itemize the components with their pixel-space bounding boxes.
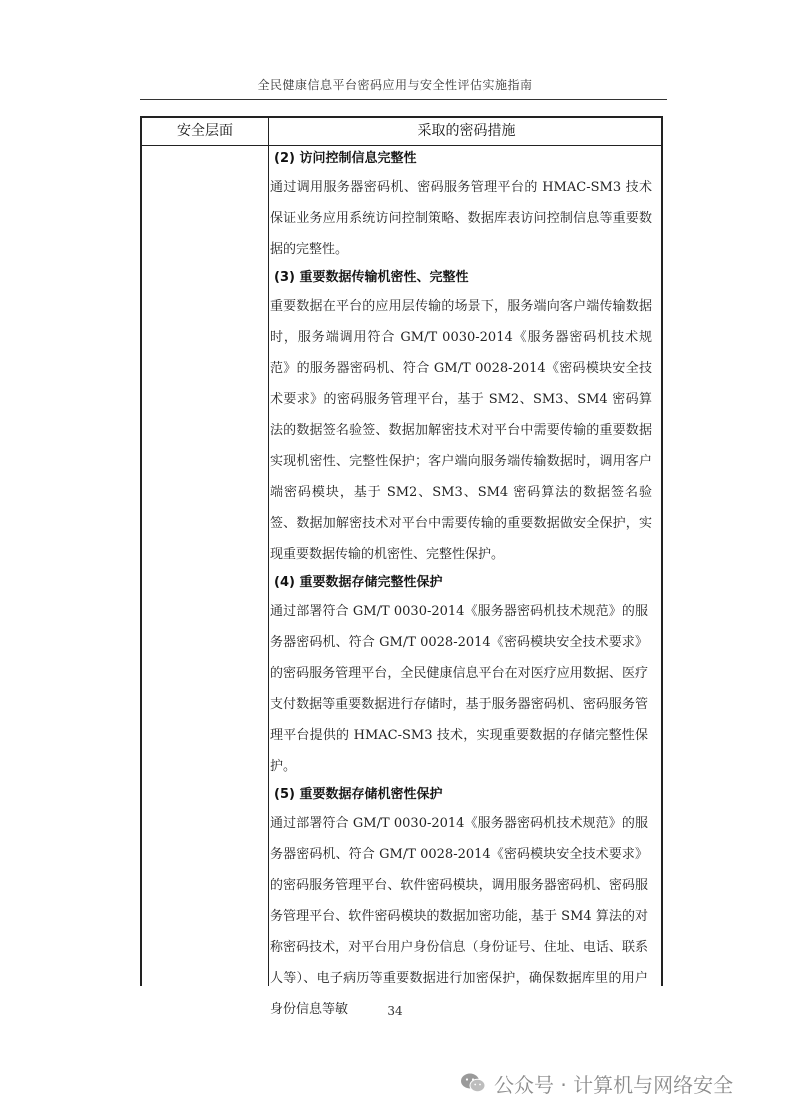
section-body: 通过部署符合 GM/T 0030-2014《服务器密码机技术规范》的服务器密码机、符合 GM/T 0028-2014《密码模块安全技术要求》的密码服务管理平台、软件密码模块，调用服务器密码机、密码服务管理平台、软件密码模块的数据加密功能，基于 SM4 算法的对称密码技术，对平台用户身份信息（身份证号、住址、电话、联系人等）、电子病历等重要数据进行加密保护，确保数据库里的用户身份信息等敏 (270, 816, 648, 1017)
section-storage-integrity (270, 570, 658, 782)
section-transmission-confidentiality-integrity (270, 265, 658, 570)
section-body: 通过部署符合 GM/T 0030-2014《服务器密码机技术规范》的服务器密码机、符合 GM/T 0028-2014《密码模块安全技术要求》的密码服务管理平台，全民健康信息平台在对医疗应用数据、医疗支付数据等重要数据进行存储时，基于服务器密码机、密码服务管理平台提供的 HMAC-SM3 技术，实现重要数据的存储完整性保护。 (270, 604, 648, 774)
section-title: (5) 重要数据存储机密性保护 (274, 787, 443, 802)
header-rule (140, 99, 667, 100)
running-header: 全民健康信息平台密码应用与安全性评估实施指南 (257, 78, 533, 92)
table-column-divider (268, 116, 269, 986)
wechat-icon (460, 1072, 486, 1094)
section-title: (4) 重要数据存储完整性保护 (274, 575, 443, 590)
section-access-control-integrity (270, 146, 658, 265)
watermark-text: 公众号 · 计算机与网络安全 (494, 1072, 734, 1097)
section-body: 重要数据在平台的应用层传输的场景下，服务端向客户端传输数据时，服务端调用符合 GM/T 0030-2014《服务器密码机技术规范》的服务器密码机、符合 GM/T 0028-2014《密码模块安全技术要求》的密码服务管理平台，基于 SM2、SM3、SM4 密码算法的数据签名验签、数据加解密技术对平台中需要传输的重要数据实现机密性、完整性保护；客户端向服务端传输数据时，调用客户端密码模块，基于 SM2、SM3、SM4 密码算法的数据签名验签、数据加解密技术对平台中需要传输的重要数据做安全保护，实现重要数据传输的机密性、完整性保护。 (270, 299, 652, 562)
measures-cell (270, 146, 658, 1025)
section-title: (3) 重要数据传输机密性、完整性 (274, 270, 469, 285)
section-body: 通过调用服务器密码机、密码服务管理平台的 HMAC-SM3 技术保证业务应用系统访问控制策略、数据库表访问控制信息等重要数据的完整性。 (270, 180, 652, 257)
col-header-security-layer: 安全层面 (177, 123, 233, 139)
section-title: (2) 访问控制信息完整性 (274, 151, 417, 166)
col-header-crypto-measures: 采取的密码措施 (417, 123, 516, 139)
section-storage-confidentiality (270, 782, 658, 1025)
watermark (460, 1068, 733, 1098)
page-number: 34 (387, 1004, 403, 1018)
